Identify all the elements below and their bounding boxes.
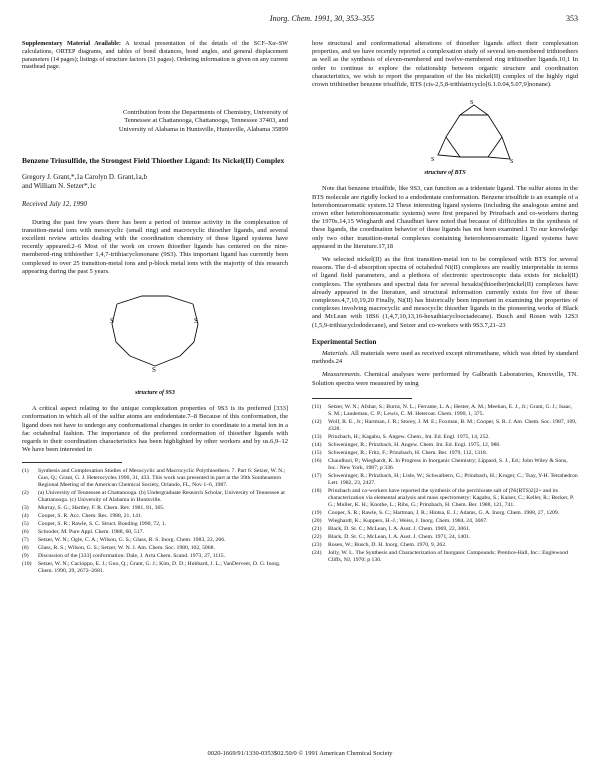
reference-number: (10)	[22, 561, 32, 568]
reference-text: Discussion of the [333] conformation: Dale, J. Acta Chem. Scand. 1973, 27, 1115.	[38, 553, 226, 560]
reference-item	[312, 404, 578, 418]
body-paragraph-5: We selected nickel(II) as the first transition-metal ion to be complexed with BTS for several reasons. The d–d absorption spectra of octahedral Ni(II) complexes are readily interpretable in terms of ligand field parameters, and a plethora of electronic spectroscopic data exists for nickel(II) complexes. The syntheses and spectral data for several hexakis(thioether)nickel(II) complexes have already appeared in the literature, and structural information currently exists for five of these complexes.4,7,10,19,20 Finally, Ni(II) has historically been important in examining the properties of complexes involving macrocyclic and mesocyclic thioether ligands in the pioneering works of Black and McLean with 18S6 (1,4,7,10,13,16-hexathiacyclooctadecane). Busch and Rosen with 12S3 (1,5,9-trithiacyclododecane), and Setzer and co-workers with 9S3.7,21–23	[312, 256, 578, 329]
reference-text: Chaudhuri, P.; Wieghardt, K. In Progress in Inorganic Chemistry; Lippard, S. J., Ed.; John Wiley & Sons, Inc.: New York, 1987; p 336.	[328, 457, 568, 471]
reference-number: (2)	[22, 490, 29, 497]
authors-line-1: Gregory J. Grant,*,1a Carolyn D. Grant,1a,b	[22, 173, 147, 182]
contribution-affiliation: Contribution from the Departments of Chemistry, University of Tennessee at Chattanooga, Chattanooga, Tennessee 37403, and University of Alabama in Huntsville, Huntsville, Alabama 35899	[118, 109, 288, 133]
body-paragraph-1: During the past few years there has been a period of intense activity in the complexation of transition-metal ions with mesocyclic (small ring) and macrocyclic thioether ligands, and several excellent review articles dealing with the coordination chemistry of these ligand systems have recently appeared.2–6 Most of the work on crown thioether ligands has centered on the nine-membered-ring trithioether 1,4,7-trithiacyclononane (9S3). This important ligand has currently been complexed to over 25 transition-metal ions and p-block metal ions with the majority of this research appearing during the past 5 years.	[22, 218, 288, 275]
reference-item	[312, 550, 578, 564]
body-paragraph-3: how structural and conformational alterations of thioether ligands affect their complexation properties, and we have recently reported a complexation study of several ten-membered trithioethers as well as the synthesis of eleven-membered and twelve-membered ring trithioether ligands.10,1 In order to continue to explore the relationship between organic structure and coordination characteristics, we wish to report the preparation of the bis nickel(II) complex of the highly rigid crown trithioether benzene trisulfide, BTS (cis-2,5,8-trithiatricyclo[6.1.0.04,5.07,9]nonane).	[312, 40, 578, 89]
sulfur-label: S	[470, 100, 474, 107]
reference-item	[22, 468, 288, 489]
supplementary-material: Supplementary Material Available: A textual presentation of the details of the SCF–Xα–SW calculations, ORTEP diagrams, and tables of bond distances, bond angles, and general displacement parameters (14 pages); listings of structure factors (31 pages). Ordering information is given on any current masthead page.	[22, 40, 288, 71]
reference-text: Schroder, M. Pure Appl. Chem. 1988, 60, 517.	[38, 529, 144, 536]
9s3-structure	[22, 284, 288, 389]
copyright-footer: 0020-1669/91/1330-0353$02.50/0 © 1991 American Chemical Society	[207, 750, 393, 757]
reference-text: Wolf, R. E., Jr.; Hartman, J. R.; Storey, J. M. E.; Foxman, B. M.; Cooper, S. R. J. Am. Chem. Soc. 1987, 109, 4328.	[328, 418, 577, 432]
reference-text: Rosen, W.; Busch, D. H. Inorg. Chem. 1970, 9, 262.	[328, 541, 447, 548]
sulfur-label: S	[194, 316, 198, 325]
reference-number: (12)	[312, 418, 322, 425]
reference-number: (18)	[312, 487, 322, 494]
reference-item	[22, 513, 288, 520]
reference-number: (21)	[312, 525, 322, 532]
reference-text: Schweninger, R.; Prinzbach, H. Angew. Chem. Int. Ed. Engl. 1975, 12, 986.	[328, 441, 501, 448]
reference-number: (9)	[22, 553, 29, 560]
reference-item	[312, 526, 578, 533]
reference-text: Cooper, S. R.; Rawle, S. C.; Hartman, J. R.; Hintsa, E. J.; Adams, G. A. Inorg. Chem. 1988, 27, 1209.	[328, 509, 560, 516]
left-references	[22, 468, 288, 575]
reference-number: (24)	[312, 549, 322, 556]
reference-text: (a) University of Tennessee at Chattanooga. (b) Undergraduate Research Scholar, University of Tennessee at Chattanooga. (c) University of Alabama in Huntsville.	[38, 490, 285, 504]
section-heading: Experimental Section	[312, 337, 377, 346]
reference-number: (1)	[22, 468, 29, 475]
reference-item	[22, 529, 288, 536]
reference-item	[22, 505, 288, 512]
authors-line-2: and William N. Setzer*,1c	[22, 182, 97, 191]
reference-item	[312, 542, 578, 549]
reference-text: Glass, R. S.; Wilson, G. S.; Setzer, W. N. J. Am. Chem. Soc. 1980, 102, 5068.	[38, 545, 215, 552]
article-title: Benzene Triusulfide, the Strongest Field Thioether Ligand: Its Nickel(II) Complex	[22, 155, 285, 165]
left-column	[22, 40, 288, 576]
right-references	[312, 404, 578, 564]
reference-number: (14)	[312, 441, 322, 448]
reference-text: Black, D. St. C.; McLean, I. A. Aust. J. Chem. 1969, 22, 3061.	[328, 525, 471, 532]
reference-number: (20)	[312, 517, 322, 524]
9s3-caption: structure of 9S3	[135, 389, 175, 396]
reference-item	[312, 458, 578, 472]
reference-number: (7)	[22, 537, 29, 544]
reference-number: (17)	[312, 472, 322, 479]
reference-text: Synthesis and Complexation Studies of Mesocyclic and Macrocyclic Polythioethers. 7. Part 6: Setzer, W. N.; Guo, Q.; Grant, G. J. Heterocycles 1990, 31, 433. This work was presented in part at the 39th Southeastern Regional Meeting of the American Chemical Society, Orlando, FL, Nov 1–6, 1987.	[38, 468, 286, 489]
reference-text: Jolly, W. L. The Synthesis and Characterization of Inorganic Compounds; Prentice-Hall, Inc.: Englewood Cliffs, NJ, 1970; p 130.	[328, 549, 568, 563]
reference-text: Cooper, S. R. Acc. Chem. Res. 1988, 21, 141.	[38, 513, 143, 520]
reference-item	[312, 534, 578, 541]
body-paragraph-2: A critical aspect relating to the unique complexation properties of 9S3 is its preferred [333] conformation in which all of the sulfur atoms are endodentate.7–8 Because of this conformation, the ligand does not have to undergo any conformational changes in order to coordinate to a metal ion in a fac octahedral fashion. The importance of the preferred conformation of thioether ligands with regards to their coordination characteristics has been highlighted by other workers and by us.6,9–12 We have been interested in	[22, 405, 288, 454]
right-column	[312, 40, 578, 565]
sulfur-label: S	[152, 365, 156, 374]
reference-number: (15)	[312, 449, 322, 456]
reference-item	[22, 545, 288, 552]
reference-item	[312, 510, 578, 517]
reference-item	[22, 521, 288, 528]
reference-item	[312, 473, 578, 487]
reference-item	[22, 490, 288, 504]
reference-text: Schweninger, R.; Prinzbach, H.; Lisle, W.; Schwalbern, G.; Prinzbach, H.; Kruger, C.; Tsay, Y-H. Tetrahedron Lett. 1982, 23, 2427.	[328, 472, 578, 486]
reference-number: (6)	[22, 529, 29, 536]
reference-item	[22, 561, 288, 575]
reference-number: (11)	[312, 403, 322, 410]
footnote-rule	[312, 398, 412, 399]
reference-text: Murray, S. G.; Hartley, F. R. Chem. Rev. 1981, 81, 365.	[38, 505, 165, 512]
sulfur-label: S	[431, 157, 435, 164]
reference-text: Prinzbach, H.; Kagabu, S. Angew. Chem., Int. Ed. Engl. 1975, 14, 252.	[328, 433, 490, 440]
reference-item	[312, 442, 578, 449]
9s3-diagram	[22, 284, 288, 384]
reference-number: (5)	[22, 521, 29, 528]
reference-item	[312, 450, 578, 457]
authors	[22, 173, 288, 191]
reference-item	[22, 553, 288, 560]
sulfur-label: S	[510, 159, 514, 166]
received-date: Received July 12, 1990	[22, 200, 87, 209]
reference-text: Setzer, W. N.; Cacioppo, E. J.; Guo, Q.; Grant, G. J.; Kim, D. D.; Hubbard, J. L.; VanDerveer, D. G. Inorg. Chem. 1990, 29, 2672–2681.	[38, 561, 281, 575]
reference-item	[312, 419, 578, 433]
bts-structure	[312, 97, 578, 169]
page-number: 353	[566, 14, 578, 23]
reference-number: (22)	[312, 533, 322, 540]
sulfur-label: S	[110, 316, 114, 325]
bts-diagram	[312, 97, 578, 169]
journal-citation: Inorg. Chem. 1991, 30, 353–355	[269, 14, 375, 23]
running-header	[22, 14, 578, 28]
reference-number: (3)	[22, 505, 29, 512]
reference-text: Wieghardt, K.; Kuppers, H.-J.; Weiss, J. Inorg. Chem. 1984, 24, 3067.	[328, 517, 488, 524]
reference-item	[312, 518, 578, 525]
reference-text: Schweninger, R.; Fritz, F.; Prinzbach, H. Chem. Ber. 1979, 112, 1318.	[328, 449, 488, 456]
reference-item	[312, 488, 578, 509]
reference-text: Prinzbach and co-workers have reported the synthesis of the perchlorate salt of [Ni(BTS)2]2+ and its characterization via elemental analysis and mass spectrometry: Kagabu, S.; Kaiser, C.; Keller, R.; Becker, P. G.; Muller, K. H.; Knothe, L.; Rihs, G.; Prinzbach, H. Chem. Ber. 1988, 121, 741.	[328, 487, 575, 508]
footnote-rule	[22, 462, 122, 463]
reference-number: (8)	[22, 545, 29, 552]
reference-number: (23)	[312, 541, 322, 548]
reference-number: (4)	[22, 513, 29, 520]
reference-text: Setzer, W. N.; Afshar, S.; Burns, N. L.; Ferrante, L. A.; Hester, A. M.; Meehan, E. J., Jr.; Grant, G. J.; Isaac, S. M.; Laudeman, C. P.; Lewis, C. M. Heteroat. Chem. 1990, 1, 375.	[328, 403, 573, 417]
bts-caption: structure of BTS	[424, 170, 466, 177]
reference-item	[312, 434, 578, 441]
materials-paragraph: Materials. All materials were used as received except nitromethane, which was dried by standard methods.24	[312, 350, 578, 366]
reference-number: (13)	[312, 433, 322, 440]
reference-text: Setzer, W. N.; Ogle, C. A.; Wilson, G. S.; Glass, R. S. Inorg. Chem. 1983, 22, 266.	[38, 537, 226, 544]
reference-number: (16)	[312, 457, 322, 464]
reference-text: Cooper, S. R.; Rawle, S. C. Struct. Bonding 1990, 72, 1.	[38, 521, 167, 528]
reference-number: (19)	[312, 509, 322, 516]
measurements-paragraph: Measurements. Chemical analyses were performed by Galbraith Laboratories, Knoxville, TN. Solution spectra were measured by using	[312, 371, 578, 387]
reference-text: Black, D. St. C.; McLean, I. A. Aust. J. Chem. 1971, 24, 1401.	[328, 533, 471, 540]
reference-item	[22, 537, 288, 544]
body-paragraph-4: Note that benzene trisulfide, like 9S3, can function as a tridentate ligand. The sulfur atoms in the BTS molecule are rigidly locked to a endodentate conformation. Benzene trisulfide is an example of a heterohomoaromatic system.12 These interesting ligand systems (including the analogous amine and crown ether heterohomoaromatic systems) were first prepared by Prinzbach and co-workers during the 1970s.14,15 Wieghardt and Chaudhuri have noted that because of difficulties in the synthesis of these ligands, the coordination behavior of these ligands has not been examined.1 To our knowledge only two other transition-metal complexes containing heterohomoaromatic ligand systems have appeared in the literature.17,18	[312, 185, 578, 250]
